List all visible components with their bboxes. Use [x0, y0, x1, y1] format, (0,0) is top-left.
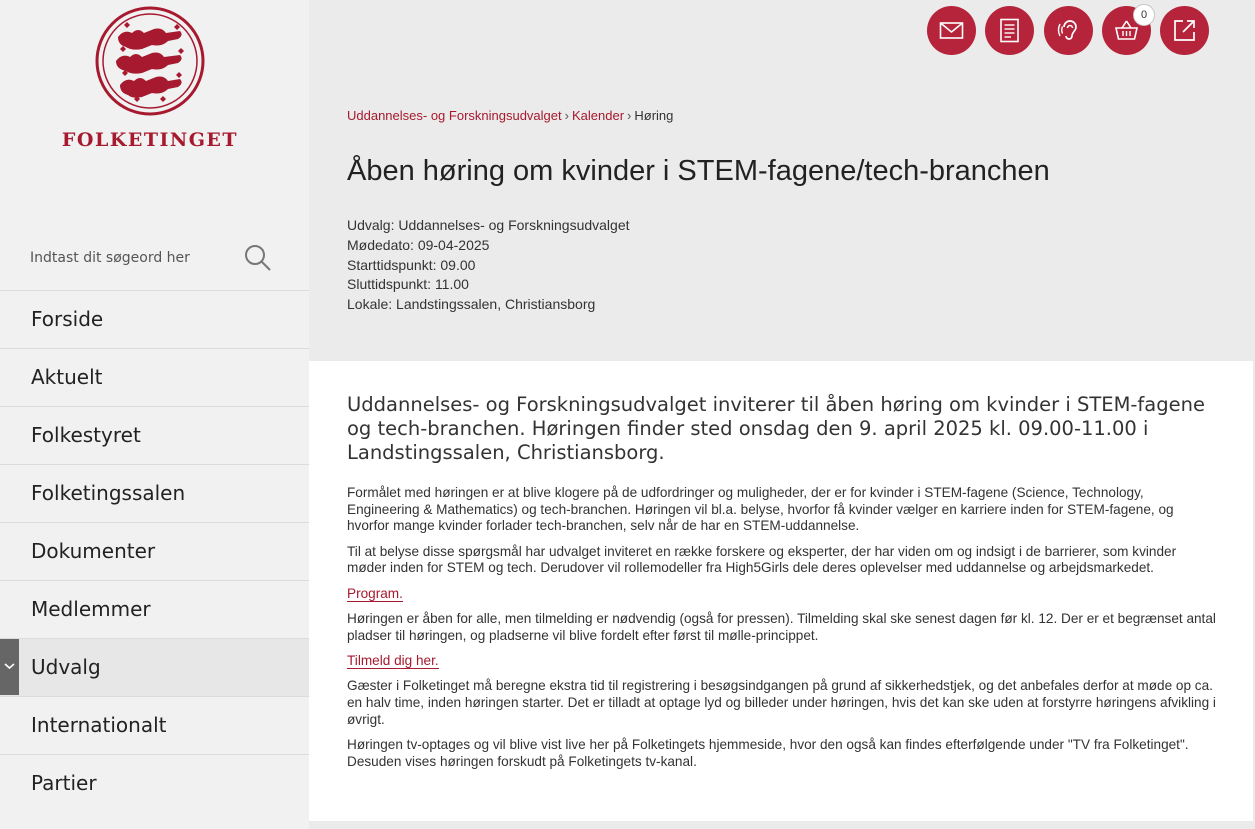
nav-item-dokumenter[interactable] — [0, 522, 309, 580]
meta-date: Mødedato: 09-04-2025 — [347, 236, 490, 253]
print-button[interactable] — [985, 6, 1034, 55]
nav-item-medlemmer[interactable] — [0, 580, 309, 638]
folketinget-logo[interactable] — [60, 5, 240, 155]
breadcrumb-current: Høring — [634, 108, 674, 123]
ear-icon — [1056, 18, 1081, 43]
share-button[interactable] — [1160, 6, 1209, 55]
meta-committee: Udvalg: Uddannelses- og Forskningsudvalget — [347, 217, 630, 233]
nav-item-folketingssalen[interactable] — [0, 464, 309, 522]
expand-toggle[interactable] — [0, 639, 19, 695]
signup-link[interactable]: Tilmeld dig her. — [347, 653, 439, 668]
nav-item-label: Internationalt — [31, 713, 167, 737]
nav-item-label: Medlemmer — [31, 597, 151, 621]
coat-of-arms-icon — [94, 5, 206, 117]
breadcrumb — [347, 108, 673, 123]
program-link[interactable]: Program. — [347, 585, 403, 601]
read-aloud-button[interactable] — [1044, 6, 1093, 55]
search-button[interactable] — [242, 242, 274, 276]
program-paragraph — [347, 586, 1219, 603]
paragraph: Høringen tv-optages og vil blive vist live her på Folketingets hjemmeside, hvor den også kan findes efterfølgende under "TV fra Folketinget". Desuden vises høringen forskudt på Folketingets tv-kanal. — [347, 737, 1189, 769]
lead-paragraph: Uddannelses- og Forskningsudvalget inviterer til åben høring om kvinder i STEM-fagene og tech-branchen. Høringen finder sted onsdag den 9. april 2025 kl. 09.00-11.00 i Landstingssalen, Christiansborg. — [347, 393, 1205, 464]
paragraph: Til at belyse disse spørgsmål har udvalget inviteret en række forskere og eksperter, der har viden om og indsigt i de barrierer, som kvinder møder inden for STEM og tech. Derudover vil rollemodeller fra High5Girls dele deres oplevelser med uddannelse og arbejdsmarkedet. — [347, 543, 1177, 576]
search-icon — [243, 243, 273, 273]
body-text — [347, 485, 1219, 779]
search-input[interactable] — [30, 242, 230, 274]
paragraph: Formålet med høringen er at blive klogere på de udfordringer og muligheder, der er for kvinder i STEM-fagene (Science, Technology, Engineering & Mathematics) og tech-branchen. Høringen vil bl.a. belyse, hvorfor få kvinder vælger en karriere inden for STEM-fagene, og hvorfor mange kvinder forlader tech-branchen, selv når de har en STEM-uddannelse. — [347, 485, 1174, 534]
basket-count-badge: 0 — [1133, 4, 1155, 26]
nav-item-label: Folketingssalen — [31, 481, 186, 505]
paragraph: Gæster i Folketinget må beregne ekstra tid til registrering i besøgsindgangen på grund af sikkerhedstjek, og det anbefales derfor at møde op ca. en halv time, inden høringen starter. Det er tilladt at optage lyd og billeder under høringen, hvis det kan ske uden at forstyrre høringens afvikling i øvrigt. — [347, 678, 1216, 727]
nav-item-label: Partier — [31, 771, 97, 795]
nav-item-udvalg[interactable] — [0, 638, 309, 696]
top-toolbar — [925, 6, 1225, 58]
nav-item-aktuelt[interactable] — [0, 348, 309, 406]
breadcrumb-link-committee[interactable]: Uddannelses- og Forskningsudvalget — [347, 108, 562, 123]
search-bar — [0, 228, 309, 290]
main-nav — [0, 290, 309, 812]
envelope-icon — [939, 18, 964, 43]
signup-paragraph — [347, 653, 1219, 670]
hearing-meta — [347, 216, 630, 315]
page-title: Åben høring om kvinder i STEM-fagene/tech-branchen — [347, 155, 1050, 187]
breadcrumb-separator: › — [564, 108, 569, 123]
nav-item-internationalt[interactable] — [0, 696, 309, 754]
meta-end-time: Sluttidspunkt: 11.00 — [347, 276, 469, 293]
nav-item-folkestyret[interactable] — [0, 406, 309, 464]
breadcrumb-link-calendar[interactable]: Kalender — [571, 108, 625, 123]
nav-item-label: Dokumenter — [31, 539, 156, 563]
nav-item-forside[interactable] — [0, 290, 309, 348]
nav-item-label: Folkestyret — [31, 423, 141, 447]
nav-item-label: Udvalg — [31, 655, 101, 679]
nav-item-label: Forside — [31, 307, 104, 331]
paragraph: Høringen er åben for alle, men tilmelding er nødvendig (også for pressen). Tilmelding skal ske senest dagen før kl. 12. Der er et begrænset antal pladser til høringen, og pladserne vil blive fordelt efter først til mølle-princippet. — [347, 611, 1216, 643]
nav-item-label: Aktuelt — [31, 365, 103, 389]
logo-wordmark: FOLKETINGET — [61, 129, 239, 151]
meta-location: Lokale: Landstingssalen, Christiansborg — [347, 296, 596, 313]
meta-start-time: Starttidspunkt: 09.00 — [347, 256, 476, 273]
chevron-down-icon — [3, 661, 16, 671]
breadcrumb-separator: › — [627, 108, 632, 123]
sidebar — [0, 0, 309, 829]
nav-item-partier[interactable] — [0, 754, 309, 812]
document-icon — [997, 18, 1022, 43]
external-link-icon — [1172, 18, 1197, 43]
content-card — [309, 361, 1253, 821]
email-button[interactable] — [927, 6, 976, 55]
